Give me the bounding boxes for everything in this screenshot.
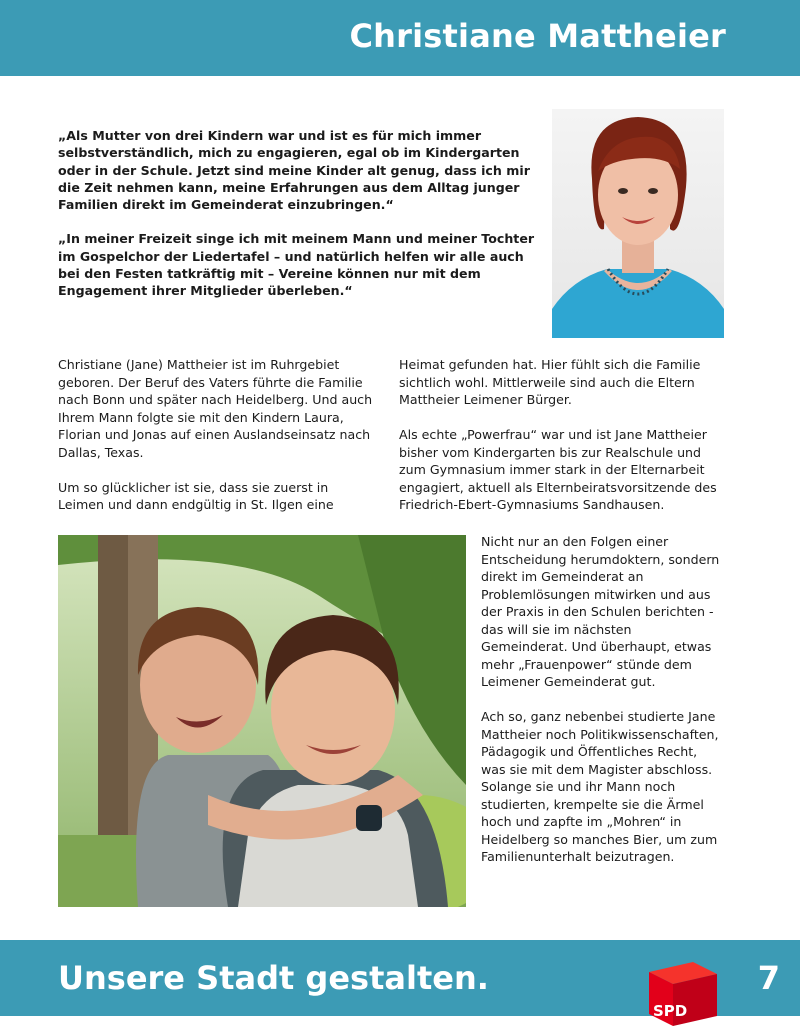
body-paragraph: Heimat gefunden hat. Hier fühlt sich die Familie sichtlich wohl. Mittlerweile sind auch die Eltern Mattheier Leimener Bürger. <box>399 357 701 407</box>
text-column-3 <box>481 533 721 883</box>
portrait-photo <box>552 109 724 338</box>
body-paragraph: Christiane (Jane) Mattheier ist im Ruhrgebiet geboren. Der Beruf des Vaters führte die Familie nach Bonn und später nach Heidelberg. Und auch Ihrem Mann folgte sie mit den Kindern Laura, Florian und Jonas auf einen Auslandseinsatz nach Dallas, Texas. <box>58 357 373 460</box>
quote-paragraph: „Als Mutter von drei Kindern war und ist es für mich immer selbstverständlich, mich zu engagieren, egal ob im Kindergarten oder in der Schule. Jetzt sind meine Kinder alt genug, dass ich mir die Zeit nehmen kann, meine Erfahrungen aus dem Alltag junger Familien direkt im Gemeinderat einzubringen.“ <box>58 128 530 213</box>
body-paragraph: Ach so, ganz nebenbei studierte Jane Mattheier noch Politikwissenschaften, Pädagogik und Öffentliches Recht, was sie mit dem Magister abschloss. Solange sie und ihr Mann noch studierten, krempelte sie die Ärmel hoch und zapfte im „Mohren“ in Heidelberg so manches Bier, um zum Familienunterhalt beizutragen. <box>481 709 719 864</box>
spd-logo-text: SPD <box>653 1002 688 1020</box>
text-column-2 <box>399 356 719 531</box>
text-column-1 <box>58 356 376 531</box>
body-paragraph: Um so glücklicher ist sie, dass sie zuerst in Leimen und dann endgültig in St. Ilgen eine <box>58 479 334 512</box>
family-photo <box>58 535 466 907</box>
candidate-name: Christiane Mattheier <box>349 17 726 55</box>
spd-logo <box>643 958 721 1028</box>
body-paragraph: Als echte „Powerfrau“ war und ist Jane Mattheier bisher vom Kindergarten bis zur Realschule und zum Gymnasium immer stark in der Elternarbeit engagiert, aktuell als Elternbeiratsvorsitzende des Friedrich-Ebert-Gymnasiums Sandhausen. <box>399 427 717 512</box>
slogan: Unsere Stadt gestalten. <box>58 959 489 997</box>
body-paragraph: Nicht nur an den Folgen einer Entscheidung herumdoktern, sondern direkt im Gemeinderat an Problemlösungen mitwirken und aus der Praxis in den Schulen berichten - das will sie im nächsten Gemeinderat. Und überhaupt, etwas mehr „Frauenpower“ stünde dem Leimener Gemeinderat gut. <box>481 534 720 689</box>
header-bar <box>0 0 800 76</box>
page-number: 7 <box>757 959 780 997</box>
quote-paragraph: „In meiner Freizeit singe ich mit meinem Mann und meiner Tochter im Gospelchor der Liedertafel – und natürlich helfen wir alle auch bei den Festen tatkräftig mit – Vereine können nur mit dem Engagement ihrer Mitglieder überleben.“ <box>58 231 535 299</box>
quote-block <box>58 127 538 317</box>
